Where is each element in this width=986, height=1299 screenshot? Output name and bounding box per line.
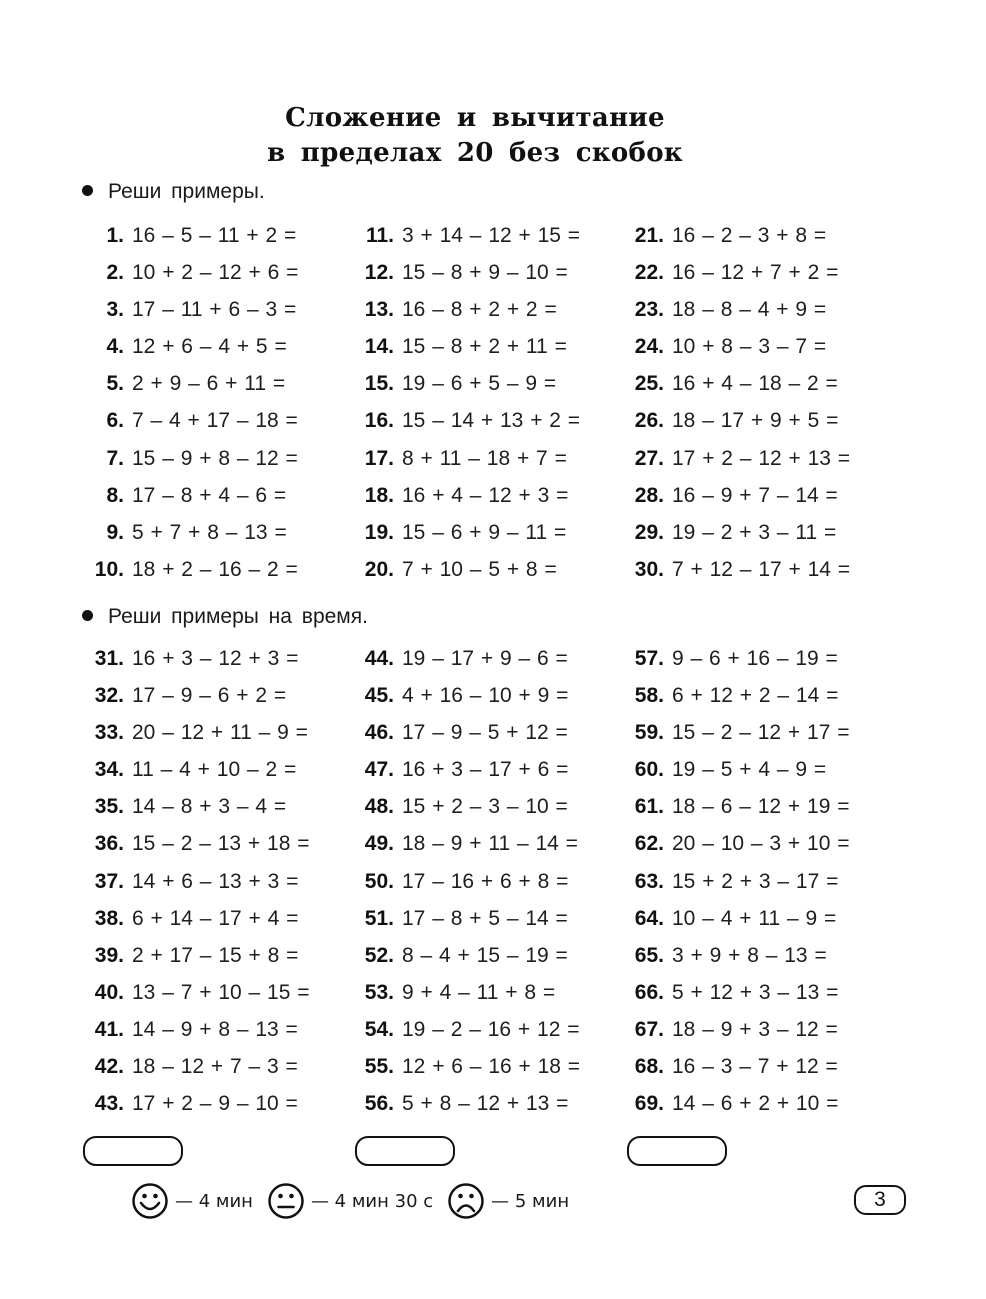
exercise-row [90,684,309,721]
exercise-expression: 17 + 2 – 9 – 10 = [132,1092,298,1116]
time-answer-box-2[interactable] [355,1136,455,1166]
exercise-expression: 7 + 12 – 17 + 14 = [672,557,851,581]
page-number: 3 [854,1185,906,1215]
exercise-number: 9. [106,520,124,544]
exercise-column [90,647,309,1129]
exercise-number: 18. [364,483,394,507]
exercise-row [630,795,849,832]
exercise-expression: 15 – 6 + 9 – 11 = [402,520,567,544]
exercise-expression: 14 – 6 + 2 + 10 = [672,1092,839,1116]
exercise-number: 10. [94,557,124,581]
exercise-row [360,758,580,795]
exercise-number: 52. [364,943,394,967]
exercise-expression: 18 – 9 + 3 – 12 = [672,1017,838,1041]
exercise-number: 59. [634,721,664,745]
exercise-expression: 20 – 12 + 11 – 9 = [132,721,308,745]
exercise-row [360,684,580,721]
exercise-number: 54. [364,1017,394,1041]
exercise-column [360,224,580,595]
exercise-number: 15. [364,372,394,396]
exercise-number: 6. [106,409,124,433]
exercise-number: 35. [94,795,124,819]
exercise-expression: 15 + 2 + 3 – 17 = [672,869,839,893]
exercise-number: 60. [634,758,664,782]
exercise-row [630,647,849,684]
exercise-expression: 5 + 8 – 12 + 13 = [402,1092,569,1116]
exercise-row [360,447,580,484]
exercise-number: 22. [634,261,664,285]
exercise-expression: 17 – 9 – 5 + 12 = [402,721,568,745]
exercise-number: 21. [634,224,664,247]
exercise-expression: 20 – 10 – 3 + 10 = [672,832,850,856]
exercise-row [630,298,850,335]
exercise-number: 1. [106,224,124,247]
exercise-number: 37. [94,869,124,893]
exercise-row [630,721,849,758]
exercise-number: 32. [94,684,124,708]
exercise-number: 25. [634,372,664,396]
exercise-expression: 3 + 9 + 8 – 13 = [672,943,827,967]
exercise-number: 8. [106,483,124,507]
exercise-row [360,409,580,446]
exercise-expression: 18 – 12 + 7 – 3 = [132,1055,298,1079]
exercise-row [90,870,309,907]
neutral-face-icon [267,1182,305,1220]
exercise-expression: 16 + 3 – 17 + 6 = [402,758,569,782]
exercise-number: 46. [364,721,394,745]
exercise-number: 61. [634,795,664,819]
exercise-row [90,521,298,558]
time-rating-legend [131,1183,583,1219]
exercise-row [630,981,849,1018]
exercise-number: 64. [634,906,664,930]
exercise-number: 49. [364,832,394,856]
exercise-row [360,870,580,907]
exercise-number: 23. [634,298,664,322]
exercise-row [630,1055,849,1092]
exercise-number: 17. [364,446,394,470]
exercise-row [90,795,309,832]
exercise-expression: 19 – 2 + 3 – 11 = [672,520,837,544]
exercise-row [90,558,298,595]
exercise-number: 45. [364,684,394,708]
exercise-row [90,647,309,684]
exercise-row [630,870,849,907]
exercise-row [90,335,298,372]
exercise-row [360,944,580,981]
exercise-expression: 7 – 4 + 17 – 18 = [132,409,298,433]
exercise-row [630,224,850,261]
exercise-expression: 18 – 8 – 4 + 9 = [672,298,827,322]
exercise-expression: 19 – 17 + 9 – 6 = [402,647,568,670]
exercise-row [360,832,580,869]
exercise-number: 31. [94,647,124,670]
exercise-expression: 15 – 14 + 13 + 2 = [402,409,581,433]
exercise-number: 34. [94,758,124,782]
exercise-number: 47. [364,758,394,782]
exercise-number: 69. [634,1092,664,1116]
exercise-column [630,224,850,595]
exercise-expression: 15 – 9 + 8 – 12 = [132,446,298,470]
exercise-expression: 16 – 8 + 2 + 2 = [402,298,557,322]
exercise-number: 13. [364,298,394,322]
exercise-expression: 16 – 5 – 11 + 2 = [132,224,297,247]
exercise-row [630,684,849,721]
exercise-expression: 10 + 8 – 3 – 7 = [672,335,827,359]
exercise-number: 16. [364,409,394,433]
exercise-row [90,484,298,521]
exercise-expression: 15 – 2 – 12 + 17 = [672,721,850,745]
smile-face-icon [131,1182,169,1220]
exercise-expression: 16 + 4 – 12 + 3 = [402,483,569,507]
instruction-text: Реши примеры. [108,180,265,203]
exercise-row [360,1092,580,1129]
exercise-number: 27. [634,446,664,470]
exercise-number: 26. [634,409,664,433]
exercise-row [90,944,309,981]
exercise-expression: 15 – 8 + 9 – 10 = [402,261,568,285]
exercise-number: 29. [634,520,664,544]
exercise-row [360,795,580,832]
exercise-row [90,721,309,758]
exercise-expression: 14 + 6 – 13 + 3 = [132,869,299,893]
exercise-column [90,224,298,595]
rating-text: — 4 мин 30 с [310,1190,434,1212]
exercise-number: 68. [634,1055,664,1079]
exercise-row [360,298,580,335]
exercise-expression: 18 + 2 – 16 – 2 = [132,557,298,581]
exercise-expression: 16 – 3 – 7 + 12 = [672,1055,838,1079]
exercise-number: 4. [106,335,124,359]
exercise-number: 36. [94,832,124,856]
exercise-row [630,447,850,484]
exercise-number: 7. [106,446,124,470]
exercise-expression: 10 – 4 + 11 – 9 = [672,906,837,930]
exercise-row [90,758,309,795]
exercise-row [360,981,580,1018]
exercise-number: 48. [364,795,394,819]
exercise-row [360,521,580,558]
exercise-number: 20. [364,557,394,581]
exercise-row [630,944,849,981]
exercise-number: 2. [106,261,124,285]
exercise-row [90,261,298,298]
sad-face-icon [447,1182,485,1220]
exercise-expression: 16 – 2 – 3 + 8 = [672,224,827,247]
exercise-expression: 16 – 12 + 7 + 2 = [672,261,839,285]
exercise-expression: 18 – 17 + 9 + 5 = [672,409,839,433]
exercise-row [90,981,309,1018]
page-title-line-2: в пределах 20 без скобок [267,138,683,168]
exercise-row [90,298,298,335]
exercise-row [360,484,580,521]
exercise-row [630,335,850,372]
exercise-row [630,409,850,446]
exercise-expression: 6 + 12 + 2 – 14 = [672,684,839,708]
exercise-number: 11. [365,224,394,247]
exercise-number: 53. [364,980,394,1004]
exercise-row [360,647,580,684]
exercise-row [630,832,849,869]
bullet-icon [82,610,93,621]
exercise-row [360,335,580,372]
exercise-expression: 3 + 14 – 12 + 15 = [402,224,581,247]
exercise-row [90,832,309,869]
exercise-expression: 18 – 9 + 11 – 14 = [402,832,578,856]
exercise-number: 28. [634,483,664,507]
exercise-expression: 9 – 6 + 16 – 19 = [672,647,838,670]
exercise-expression: 5 + 12 + 3 – 13 = [672,980,839,1004]
bullet-icon [82,185,93,196]
exercise-number: 66. [634,980,664,1004]
exercise-expression: 12 + 6 – 16 + 18 = [402,1055,581,1079]
exercise-expression: 17 – 9 – 6 + 2 = [132,684,287,708]
page-title-line-1: Сложение и вычитание [285,103,665,133]
exercise-expression: 9 + 4 – 11 + 8 = [402,980,556,1004]
exercise-expression: 14 – 9 + 8 – 13 = [132,1017,298,1041]
exercise-number: 30. [634,557,664,581]
exercise-number: 19. [364,520,394,544]
exercise-number: 5. [106,372,124,396]
exercise-row [90,907,309,944]
exercise-row [630,1092,849,1129]
exercise-expression: 19 – 6 + 5 – 9 = [402,372,557,396]
exercise-row [360,1018,580,1055]
exercise-number: 3. [106,298,124,322]
exercise-number: 39. [94,943,124,967]
exercise-number: 63. [634,869,664,893]
exercise-number: 65. [634,943,664,967]
exercise-number: 51. [364,906,394,930]
exercise-expression: 14 – 8 + 3 – 4 = [132,795,287,819]
exercise-row [90,409,298,446]
exercise-column [630,647,849,1129]
exercise-number: 43. [94,1092,124,1116]
exercise-expression: 10 + 2 – 12 + 6 = [132,261,299,285]
exercise-number: 57. [634,647,664,670]
exercise-expression: 18 – 6 – 12 + 19 = [672,795,850,819]
exercise-number: 14. [364,335,394,359]
exercise-row [360,372,580,409]
exercise-number: 67. [634,1017,664,1041]
exercise-number: 56. [364,1092,394,1116]
exercise-expression: 8 + 11 – 18 + 7 = [402,446,567,470]
exercise-row [360,1055,580,1092]
exercise-expression: 12 + 6 – 4 + 5 = [132,335,287,359]
exercise-row [630,758,849,795]
exercise-expression: 16 + 4 – 18 – 2 = [672,372,838,396]
exercise-expression: 15 + 2 – 3 – 10 = [402,795,568,819]
rating-text: — 5 мин [491,1190,570,1212]
exercise-expression: 16 + 3 – 12 + 3 = [132,647,299,670]
exercise-expression: 19 – 5 + 4 – 9 = [672,758,827,782]
exercise-expression: 13 – 7 + 10 – 15 = [132,980,310,1004]
exercise-number: 44. [364,647,394,670]
exercise-expression: 17 – 8 + 4 – 6 = [132,483,287,507]
time-answer-box-1[interactable] [83,1136,183,1166]
exercise-row [90,224,298,261]
exercise-expression: 4 + 16 – 10 + 9 = [402,684,569,708]
exercise-expression: 5 + 7 + 8 – 13 = [132,520,287,544]
exercise-row [90,372,298,409]
exercise-row [630,558,850,595]
exercise-row [360,721,580,758]
exercise-row [90,1055,309,1092]
exercise-expression: 11 – 4 + 10 – 2 = [132,758,297,782]
exercise-number: 42. [94,1055,124,1079]
exercise-number: 12. [364,261,394,285]
exercise-row [630,372,850,409]
exercise-expression: 6 + 14 – 17 + 4 = [132,906,299,930]
exercise-row [630,1018,849,1055]
exercise-column [360,647,580,1129]
exercise-row [360,224,580,261]
exercise-row [630,261,850,298]
exercise-row [360,558,580,595]
instruction-timed [82,605,368,629]
exercise-number: 40. [94,980,124,1004]
exercise-expression: 2 + 17 – 15 + 8 = [132,943,299,967]
exercise-number: 38. [94,906,124,930]
exercise-number: 41. [94,1017,124,1041]
exercise-row [90,1092,309,1129]
exercise-expression: 2 + 9 – 6 + 11 = [132,372,286,396]
instruction-solve [82,180,265,204]
exercise-number: 58. [634,684,664,708]
exercise-expression: 17 – 16 + 6 + 8 = [402,869,569,893]
exercise-row [360,907,580,944]
instruction-text: Реши примеры на время. [108,605,368,628]
exercise-number: 33. [94,721,124,745]
time-answer-box-3[interactable] [627,1136,727,1166]
exercise-row [630,521,850,558]
exercise-row [630,484,850,521]
exercise-expression: 19 – 2 – 16 + 12 = [402,1017,580,1041]
exercise-number: 62. [634,832,664,856]
exercise-expression: 7 + 10 – 5 + 8 = [402,557,557,581]
exercise-expression: 17 – 11 + 6 – 3 = [132,298,297,322]
exercise-expression: 16 – 9 + 7 – 14 = [672,483,838,507]
exercise-expression: 15 – 2 – 13 + 18 = [132,832,310,856]
exercise-expression: 17 – 8 + 5 – 14 = [402,906,568,930]
exercise-number: 50. [364,869,394,893]
exercise-row [360,261,580,298]
exercise-expression: 17 + 2 – 12 + 13 = [672,446,851,470]
exercise-row [90,447,298,484]
exercise-expression: 8 – 4 + 15 – 19 = [402,943,568,967]
exercise-number: 24. [634,335,664,359]
rating-text: — 4 мин [175,1190,253,1212]
exercise-expression: 15 – 8 + 2 + 11 = [402,335,567,359]
exercise-row [630,907,849,944]
exercise-row [90,1018,309,1055]
exercise-number: 55. [364,1055,394,1079]
